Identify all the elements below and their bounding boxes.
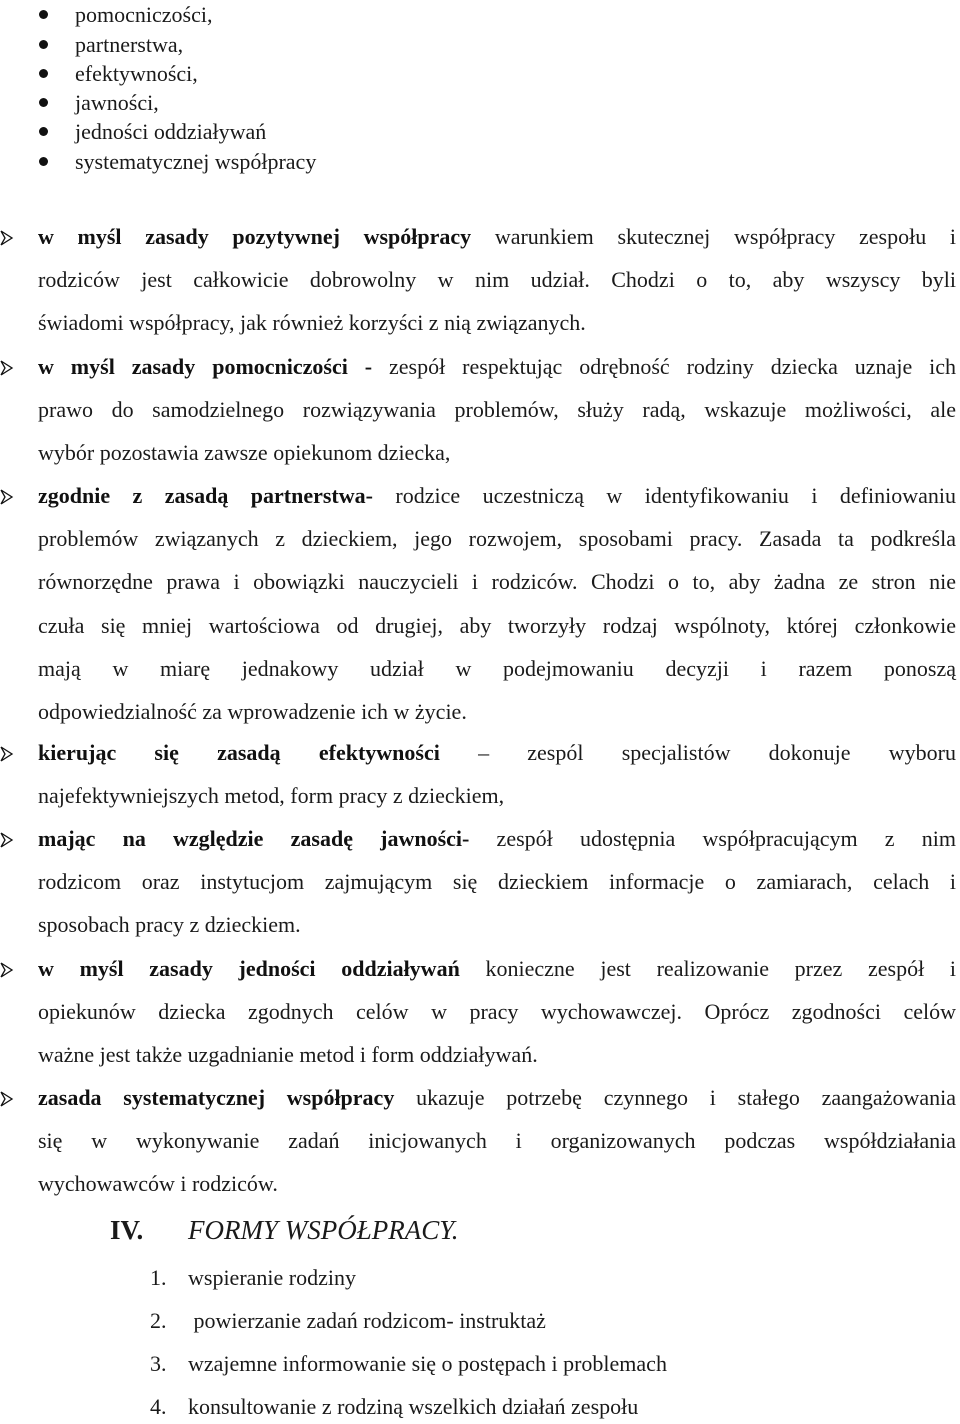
line-text: – zespól specjalistów dokonuje wyboru	[439, 740, 956, 765]
bullet-text: jawności,	[75, 90, 159, 115]
bullet-dot-icon	[39, 98, 48, 107]
paragraph-line	[38, 997, 956, 1027]
line-text: rodziców jest całkowicie dobrowolny w nim udział. Chodzi o to, aby wszyscy byli	[38, 267, 956, 293]
principle-name: w myśl zasady pozytywnej współpracy	[38, 224, 472, 249]
arrowhead-bullet-icon	[0, 360, 14, 376]
paragraph-line	[38, 222, 956, 252]
line-text: rodzicom oraz instytucjom zajmującym się dzieckiem informacje o zamiarach, celach i	[38, 869, 956, 895]
paragraph-line	[38, 567, 956, 597]
principle-name: zgodnie z zasadą partnerstwa-	[38, 483, 373, 508]
section-number: IV.	[110, 1215, 144, 1245]
line-text: zespół udostępnia współpracującym z nim	[469, 826, 956, 851]
line-text: problemów związanych z dzieckiem, jego rozwojem, sposobami pracy. Zasada ta podkreśla	[38, 526, 956, 552]
bullet-item	[0, 30, 600, 60]
paragraph-line	[38, 308, 956, 338]
line-text: rodzice uczestniczą w identyfikowaniu i definiowaniu	[372, 483, 956, 508]
bullet-item	[0, 147, 600, 177]
item-number: 2.	[150, 1308, 167, 1333]
bullet-text: systematycznej współpracy	[75, 149, 317, 174]
bullet-dot-icon	[39, 10, 48, 19]
line-text: równorzędne prawa i obowiązki nauczycieli i rodziców. Chodzi o to, aby żadna ze stron nie	[38, 569, 956, 595]
line-text: ukazuje potrzebę czynnego i stałego zaangażowania	[394, 1085, 956, 1110]
bullet-text: partnerstwa,	[75, 32, 184, 57]
principle-name: mając na względzie zasadę jawności-	[38, 826, 470, 851]
item-text: powierzanie zadań rodzicom- instruktaż	[188, 1308, 546, 1333]
paragraph-line	[38, 910, 956, 940]
bullet-dot-icon	[39, 127, 48, 136]
arrowhead-bullet-icon	[0, 962, 14, 978]
paragraph-line	[38, 481, 956, 511]
line-text: opiekunów dziecka zgodnych celów w pracy wychowawczej. Oprócz zgodności celów	[38, 999, 956, 1025]
bullet-text: pomocniczości,	[75, 2, 213, 27]
paragraph-line	[38, 954, 956, 984]
paragraph-line	[38, 738, 956, 768]
bullet-dot-icon	[39, 40, 48, 49]
item-text: wzajemne informowanie się o postępach i problemach	[188, 1351, 667, 1376]
principle-name: w myśl zasady jedności oddziaływań	[38, 956, 460, 981]
paragraph-line	[38, 697, 956, 727]
paragraph-line	[38, 654, 956, 684]
section-heading	[110, 1210, 459, 1250]
item-number: 3.	[150, 1351, 167, 1376]
principle-name: w myśl zasady pomocniczości -	[38, 354, 373, 379]
line-text: czuła się mniej wartościowa od drugiej, aby tworzyły rodzaj wspólnoty, której członkowie	[38, 612, 956, 638]
arrowhead-bullet-icon	[0, 489, 14, 505]
paragraph-line	[38, 781, 956, 811]
numbered-item	[150, 1349, 667, 1379]
numbered-item	[150, 1306, 546, 1336]
numbered-item	[150, 1392, 638, 1422]
bullet-dot-icon	[39, 157, 48, 166]
bullet-item	[0, 0, 600, 30]
line-text: odpowiedzialność za wprowadzenie ich w życie.	[38, 699, 467, 724]
line-text: zespół respektując odrębność rodziny dziecka uznaje ich	[372, 354, 957, 379]
paragraph-line	[38, 352, 956, 382]
item-text: konsultowanie z rodziną wszelkich działań zespołu	[188, 1394, 639, 1419]
paragraph-line	[38, 265, 956, 295]
paragraph-line	[38, 824, 956, 854]
line-text: mają w miarę jednakowy udział w podejmowaniu decyzji i razem ponoszą	[38, 655, 956, 681]
bullet-text: efektywności,	[75, 61, 198, 86]
principle-name: kierując się zasadą efektywności	[38, 740, 440, 765]
bullet-item	[0, 117, 600, 147]
paragraph-line	[38, 867, 956, 897]
bullet-text: jedności oddziaływań	[75, 119, 267, 144]
line-text: warunkiem skutecznej współpracy zespołu i	[471, 224, 956, 249]
arrowhead-bullet-icon	[0, 746, 14, 762]
paragraph-line	[38, 524, 956, 554]
paragraph-line	[38, 611, 956, 641]
bullet-item	[0, 59, 600, 89]
line-text: sposobach pracy z dzieckiem.	[38, 912, 301, 938]
numbered-item	[150, 1263, 356, 1293]
line-text: konieczne jest realizowanie przez zespół i	[459, 956, 956, 981]
item-number: 1.	[150, 1265, 167, 1290]
arrowhead-bullet-icon	[0, 1091, 14, 1107]
bullet-dot-icon	[39, 69, 48, 78]
section-title: FORMY WSPÓŁPRACY.	[188, 1215, 459, 1245]
item-number: 4.	[150, 1394, 167, 1419]
paragraph-line	[38, 1083, 956, 1113]
paragraph-line	[38, 1040, 956, 1070]
paragraph-line	[38, 395, 956, 425]
line-text: wybór pozostawia zawsze opiekunom dziecka,	[38, 440, 451, 466]
paragraph-line	[38, 1169, 956, 1199]
paragraph-line	[38, 1126, 956, 1156]
arrowhead-bullet-icon	[0, 230, 14, 246]
line-text: się w wykonywanie zadań inicjowanych i organizowanych podczas współdziałania	[38, 1128, 956, 1154]
bullet-item	[0, 88, 600, 118]
principle-name: zasada systematycznej współpracy	[38, 1085, 395, 1110]
line-text: prawo do samodzielnego rozwiązywania problemów, służy radą, wskazuje możliwości, ale	[38, 397, 956, 423]
item-text: wspieranie rodziny	[188, 1265, 356, 1290]
paragraph-line	[38, 438, 956, 468]
line-text: najefektywniejszych metod, form pracy z dzieckiem,	[38, 783, 505, 809]
arrowhead-bullet-icon	[0, 832, 14, 848]
line-text: wychowawców i rodziców.	[38, 1171, 278, 1197]
line-text: świadomi współpracy, jak również korzyści z nią związanych.	[38, 310, 586, 336]
line-text: ważne jest także uzgadnianie metod i form oddziaływań.	[38, 1042, 538, 1068]
